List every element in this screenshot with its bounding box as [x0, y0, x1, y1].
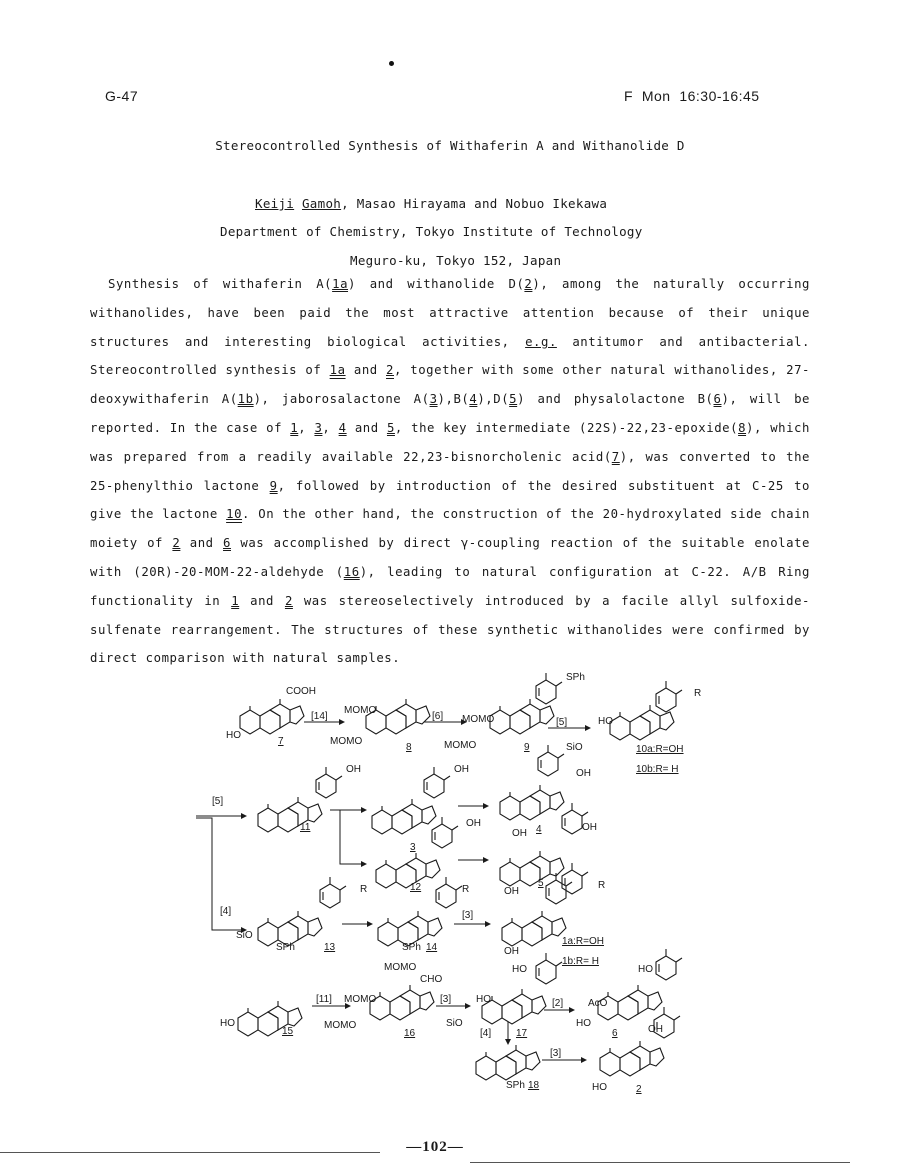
compound-label-8: 8 — [406, 742, 412, 753]
group-label: HO — [592, 1082, 607, 1093]
lactone-9 — [536, 673, 562, 704]
group-label: MOMO — [330, 736, 363, 747]
lactone-11 — [316, 767, 342, 798]
group-label: OH — [512, 828, 527, 839]
group-label: SPh — [566, 672, 585, 683]
lactone-12 — [432, 817, 458, 848]
lactone-6 — [656, 949, 682, 980]
lactone-1 — [546, 873, 572, 904]
structure-6 — [598, 985, 662, 1020]
structure-2 — [600, 1041, 664, 1076]
compound-label-1a: 1a:R=OH — [562, 936, 604, 947]
compound-label-13: 13 — [324, 942, 336, 953]
group-label: OH — [504, 886, 519, 897]
step-label: [3] — [440, 994, 452, 1005]
lactone-4 — [538, 745, 564, 776]
group-label: OH — [582, 822, 597, 833]
group-label: SPh — [506, 1080, 525, 1091]
group-label: HO — [220, 1018, 235, 1029]
group-label: HO — [476, 994, 491, 1005]
compound-label-16: 16 — [404, 1028, 416, 1039]
group-label: OH — [466, 818, 481, 829]
group-label: MOMO — [344, 994, 377, 1005]
structure-18 — [476, 1045, 540, 1080]
author-last-name: Gamoh — [301, 196, 342, 211]
compound-label-17: 17 — [516, 1028, 528, 1039]
group-label: OH — [454, 764, 469, 775]
structure-10 — [610, 705, 674, 740]
group-label: HO — [226, 730, 241, 741]
structure-16 — [370, 985, 434, 1020]
arrow — [340, 810, 366, 864]
group-label: SiO — [566, 742, 583, 753]
compound-label-7: 7 — [278, 736, 284, 747]
compound-label-11: 11 — [300, 822, 311, 833]
session-time: F Mon 16:30-16:45 — [624, 88, 760, 104]
step-label: [5] — [556, 717, 568, 728]
top-dot — [389, 61, 394, 66]
authors — [255, 196, 607, 211]
step-label: [11] — [316, 994, 332, 1005]
page-number: —102— — [406, 1139, 464, 1155]
group-label: COOH — [286, 686, 316, 697]
structure-14 — [378, 911, 442, 946]
group-label: AcO — [588, 998, 608, 1009]
structure-4 — [500, 785, 564, 820]
structure-17 — [482, 989, 546, 1024]
group-label: SiO — [446, 1018, 463, 1029]
group-label: R — [598, 880, 606, 891]
compound-label-18: 18 — [528, 1080, 540, 1091]
abstract-paragraph: Synthesis of withaferin A(1a) and withanolide D(2), among the naturally occurring withanolides, have been paid the most attractive attention because of their unique structures and interesting biological activities, e.g. antitumor and antibacterial. Stereocontrolled synthesis of 1a and 2, together with some other natural withanolides, 27-deoxywithaferin A(1b), jaborosalactone A(3),B(4),D(5) and physalolactone B(6), will be reported. In the case of 1, 3, 4 and 5, the key intermediate (22S)-22,23-epoxide(8), which was prepared from a readily available 22,23-bisnorcholenic acid(7), was converted to the 25-phenylthio lactone 9, followed by introduction of the desired substituent at C-25 to give the lactone 10. On the other hand, the construction of the 20-hydroxylated side chain moiety of 2 and 6 was accomplished by direct γ-coupling reaction of the suitable enolate with (20R)-20-MOM-22-aldehyde (16), leading to natural configuration at C-22. A/B Ring functionality in 1 and 2 was stereoselectively introduced by a facile allyl sulfoxide-sulfenate rearrangement. The structures of these synthetic withanolides were confirmed by direct comparison with natural samples. — [90, 277, 811, 666]
structure-3 — [372, 799, 436, 834]
group-label: HO — [638, 964, 653, 975]
compound-label-3: 3 — [410, 842, 416, 853]
structure-13 — [258, 911, 322, 946]
step-label: [5] — [212, 796, 224, 807]
lactone-17 — [536, 953, 562, 984]
group-label: OH — [504, 946, 519, 957]
structure-1 — [502, 911, 566, 946]
group-label: SPh — [276, 942, 295, 953]
compound-label-9: 9 — [524, 742, 530, 753]
compound-label-10b: 10b:R= H — [636, 764, 679, 775]
compound-label-15: 15 — [282, 1026, 294, 1037]
step-label: [2] — [552, 998, 564, 1009]
compound-label-12: 12 — [410, 882, 422, 893]
group-label: HO — [512, 964, 527, 975]
step-label: [4] — [220, 906, 232, 917]
structure-11 — [258, 797, 322, 832]
group-label: MOMO — [324, 1020, 357, 1031]
lactone-13 — [320, 877, 346, 908]
coauthors: , Masao Hirayama and Nobuo Ikekawa — [341, 196, 608, 211]
step-label: [14] — [311, 711, 328, 722]
paper-title: Stereocontrolled Synthesis of Withaferin A and Withanolide D — [215, 138, 685, 153]
compound-label-14: 14 — [426, 942, 438, 953]
step-label: [3] — [462, 910, 474, 921]
abstract — [90, 270, 810, 673]
compound-label-10a: 10a:R=OH — [636, 744, 684, 755]
footer-rule-right — [470, 1162, 850, 1163]
lactone-3 — [424, 767, 450, 798]
compound-label-1b: 1b:R= H — [562, 956, 599, 967]
group-label: MOMO — [444, 740, 477, 751]
group-label: MOMO — [384, 962, 417, 973]
group-label: R — [360, 884, 368, 895]
group-label: MOMO — [344, 705, 377, 716]
group-label: R — [694, 688, 702, 699]
structure-9 — [490, 699, 554, 734]
author-first-name: Keiji — [255, 196, 295, 211]
compound-label-5: 5 — [538, 878, 544, 889]
reaction-scheme — [0, 672, 850, 1120]
structure-12 — [376, 853, 440, 888]
lactone-10 — [656, 681, 682, 712]
step-label: [6] — [432, 711, 444, 722]
group-label: SiO — [236, 930, 253, 941]
group-label: OH — [576, 768, 591, 779]
lactone-14 — [436, 877, 462, 908]
footer-rule-left — [0, 1152, 380, 1153]
step-label: [4] — [480, 1028, 492, 1039]
group-label: HO — [598, 716, 613, 727]
compound-label-6: 6 — [612, 1028, 618, 1039]
group-label: HO — [576, 1018, 591, 1029]
group-label: MOMO — [462, 714, 495, 725]
address: Meguro-ku, Tokyo 152, Japan — [350, 253, 562, 268]
compound-label-2: 2 — [636, 1084, 642, 1095]
abstract-code: G-47 — [105, 88, 139, 104]
group-label: CHO — [420, 974, 443, 985]
structure-7 — [240, 699, 304, 734]
compound-label-4: 4 — [536, 824, 542, 835]
group-label: OH — [346, 764, 361, 775]
group-label: OH — [648, 1024, 663, 1035]
group-label: R — [462, 884, 470, 895]
group-label: SPh — [402, 942, 421, 953]
department: Department of Chemistry, Tokyo Institute of Technology — [220, 224, 643, 239]
step-label: [3] — [550, 1048, 562, 1059]
